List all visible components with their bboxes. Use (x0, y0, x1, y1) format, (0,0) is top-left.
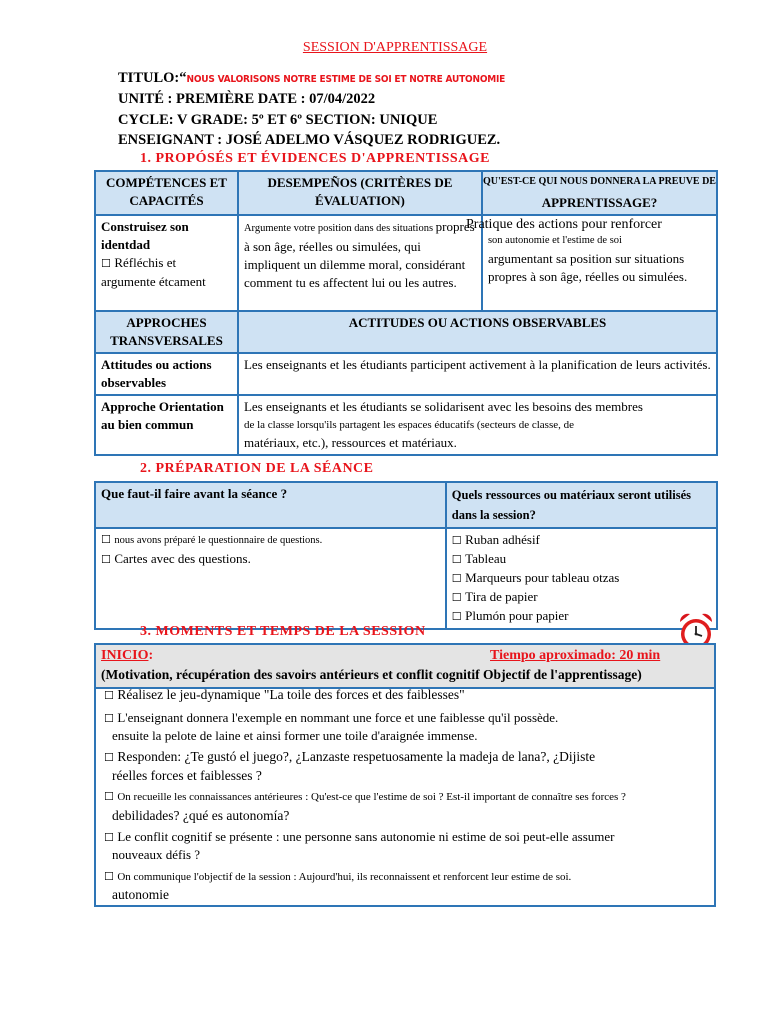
row2-line-b: de la classe lorsqu'ils partagent les espaces éducatifs (secteurs de classe, de (243, 419, 574, 431)
competence-title: Construisez son identdad (101, 219, 189, 252)
cycle-line: CYCLE: V GRADE: 5º ET 6º SECTION: UNIQUE (118, 112, 438, 128)
preuve-first: Pratique des actions pour renforcer (466, 217, 662, 232)
materials-header: Quels ressources ou matériaux seront utilisés dans la session? (446, 482, 717, 528)
material-item: ☐ Tableau (452, 550, 711, 569)
material-item: ☐ Plumón pour papier (452, 607, 711, 626)
section-2-title: 2. PRÉPARATION DE LA SÉANCE (140, 461, 374, 476)
evidence-header (482, 171, 717, 215)
session-title: SESSION D'APPRENTISSAGE (302, 40, 488, 55)
titulo-label: TITULO:“ (118, 70, 187, 86)
tiempo-label: Tiempo aproximado: 20 min (490, 648, 661, 663)
inicio-item-cont: nouveaux défis ? (112, 847, 201, 862)
section-3-title: 3. MOMENTS ET TEMPS DE LA SESSION (140, 624, 426, 639)
material-item: ☐ Ruban adhésif (452, 531, 711, 550)
inicio-item-cont: réelles forces et faiblesses ? (112, 768, 262, 783)
inicio-subtitle: (Motivation, récupération des savoirs antérieurs et conflit cognitif Objectif de l'apprentissage) (101, 667, 642, 682)
inicio-item: ☐ Réalisez le jeu-dynamique "La toile des forces et des faiblesses" (104, 685, 465, 705)
inicio-item-cont: autonomie (112, 887, 169, 902)
todo-cell (95, 528, 446, 629)
inicio-item: ☐ On recueille les connaissances antérieures : Qu'est-ce que l'estime de soi ? Est-il important de connaître ses forces ? (104, 787, 626, 807)
competences-header: COMPÉTENCES ET CAPACITÉS (95, 171, 238, 215)
evidence-header-bottom: APPRENTISSAGE? (541, 195, 658, 210)
desempeno-first: Argumente votre position dans des situations (243, 223, 436, 234)
material-item: ☐ Marqueurs pour tableau otzas (452, 569, 711, 588)
desempeno-cell (238, 215, 482, 311)
preparation-table (94, 481, 718, 630)
titulo-value: NOUS VALORISONS NOTRE ESTIME DE SOI ET NOTRE AUTONOMIE (186, 74, 506, 85)
evidence-header-top: QU'EST-CE QUI NOUS DONNERA LA PREUVE DE (482, 176, 716, 187)
row2-label: Approche Orientation au bien commun (95, 395, 238, 455)
approches-header: APPROCHES TRANSVERSALES (95, 311, 238, 353)
enseignant-line: ENSEIGNANT : JOSÉ ADELMO VÁSQUEZ RODRIGUEZ. (118, 132, 501, 148)
actitudes-header: ACTITUDES OU ACTIONS OBSERVABLES (238, 311, 717, 353)
competence-cell (95, 215, 238, 311)
desempeno-rest: propres à son âge, réelles ou simulées, qui impliquent un dilemme moral, considérant comment tu es affectent lui ou les autres. (243, 219, 475, 290)
section-1-title: 1. PROPÓSÉS ET ÉVIDENCES D'APPRENTISSAGE (140, 151, 490, 166)
titulo-line (118, 68, 505, 90)
row1-label: Attitudes ou actions observables (95, 353, 238, 395)
competence-item: ☐ Réfléchis et argumente étcament (101, 254, 232, 291)
row1-text: Les enseignants et les étudiants participent activement à la planification de leurs activités. (238, 353, 717, 395)
inicio-colon: : (148, 648, 154, 663)
preuve-small: son autonomie et l'estime de soi (487, 235, 622, 246)
desempenos-header: DESEMPEÑOS (CRITÈRES DE ÉVALUATION) (238, 171, 482, 215)
inicio-item: ☐ On communique l'objectif de la session : Aujourd'hui, ils reconnaissent et renforcent leur estime de soi. (104, 867, 571, 887)
todo-header: Que faut-il faire avant la séance ? (95, 482, 446, 528)
material-item: ☐ Tira de papier (452, 588, 711, 607)
todo-item: ☐ Cartes avec des questions. (101, 550, 440, 569)
inicio-item: ☐ L'enseignant donnera l'exemple en nommant une force et une faiblesse qu'il possède. (104, 708, 558, 728)
row2-line-a: Les enseignants et les étudiants se solidarisent avec les besoins des membres (243, 399, 643, 414)
inicio-item: ☐ Responden: ¿Te gustó el juego?, ¿Lanzaste respetuosamente la madeja de lana?, ¿Dijiste (104, 747, 595, 767)
preuve-rest: argumentant sa position sur situations propres à son âge, réelles ou simulées. (487, 251, 688, 284)
unite-line: UNITÉ : PREMIÈRE DATE : 07/04/2022 (118, 91, 376, 107)
inicio-header (96, 645, 714, 689)
purposes-table (94, 170, 718, 456)
inicio-item-cont: ensuite la pelote de laine et ainsi former une toile d'araignée immense. (112, 728, 478, 743)
inicio-item: ☐ Le conflit cognitif se présente : une personne sans autonomie ni estime de soi peut-elle assumer (104, 827, 614, 847)
inicio-label-row (101, 648, 153, 664)
inicio-label: INICIO (101, 648, 149, 663)
todo-item: ☐ nous avons préparé le questionnaire de questions. (101, 531, 440, 550)
row2-text (238, 395, 717, 455)
row2-line-c: matériaux, etc.), ressources et matériaux. (243, 435, 457, 450)
inicio-item-cont: debilidades? ¿qué es autonomía? (112, 808, 290, 823)
